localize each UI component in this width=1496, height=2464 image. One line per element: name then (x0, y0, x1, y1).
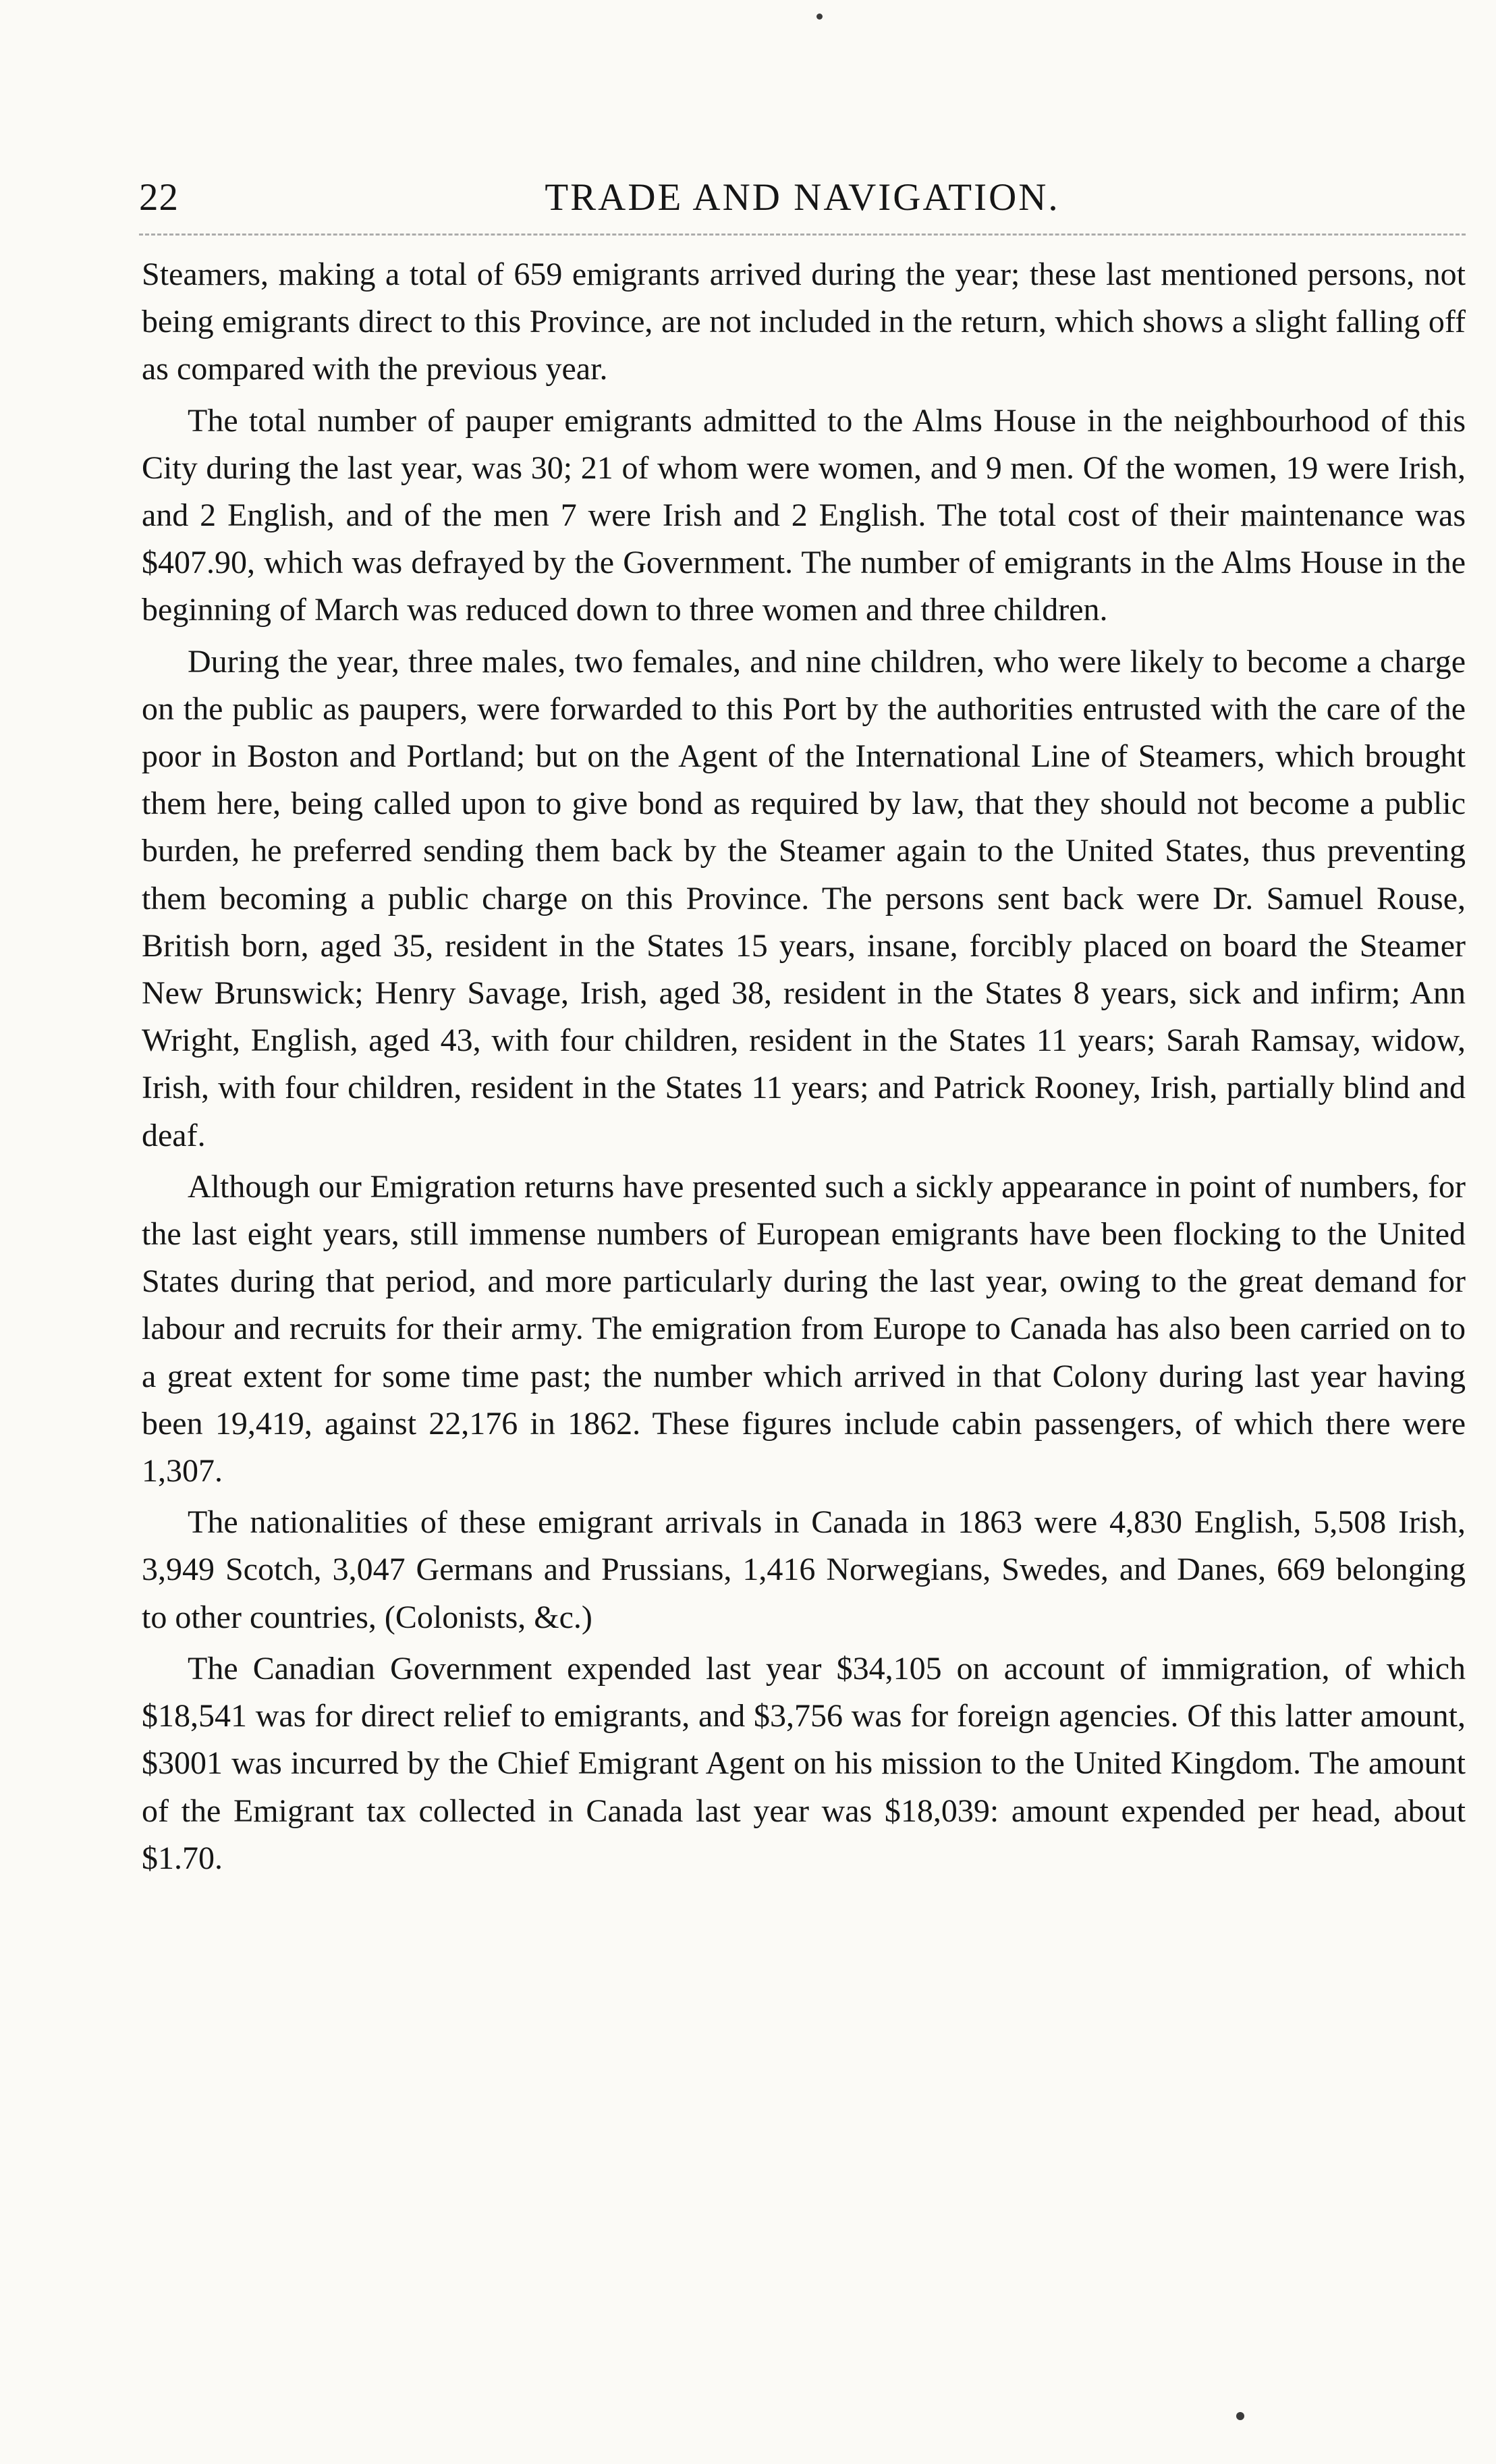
paragraph: During the year, three males, two females, and nine children, who were likely to become a charge on the public as paupers, were forwarded to this Port by the authorities entrusted with the care of the poor in Boston and Portland; but on the Agent of the International Line of Steamers, which brought them here, being called upon to give bond as required by law, that they should not become a public burden, he preferred sending them back by the Steamer again to the United States, thus preventing them becoming a public charge on this Province. The persons sent back were Dr. Samuel Rouse, British born, aged 35, resident in the States 15 years, insane, forcibly placed on board the Steamer New Brunswick; Henry Savage, Irish, aged 38, resident in the States 8 years, sick and infirm; Ann Wright, English, aged 43, with four children, resident in the States 11 years; Sarah Ramsay, widow, Irish, with four children, resident in the States 11 years; and Patrick Rooney, Irish, partially blind and deaf. (142, 643, 1466, 1153)
header-rule (139, 234, 1466, 236)
paragraph: The Canadian Government expended last year $34,105 on account of immigration, of which $18,541 was for direct relief to emigrants, and $3,756 was for foreign agencies. Of this latter amount, $3001 was incurred by the Chief Emigrant Agent on his mission to the United Kingdom. The amount of the Emigrant tax collected in Canada last year was $18,039: amount expended per head, about $1.70. (142, 1650, 1466, 1876)
page-header (139, 167, 1466, 228)
paragraph: The total number of pauper emigrants admitted to the Alms House in the neighbourhood of this City during the last year, was 30; 21 of whom were women, and 9 men. Of the women, 19 were Irish, and 2 English, and of the men 7 were Irish and 2 English. The total cost of their maintenance was $407.90, which was defrayed by the Government. The number of emigrants in the Alms House in the beginning of March was reduced down to three women and three children. (142, 402, 1466, 628)
body-text (142, 251, 1466, 1886)
print-speck (816, 13, 823, 20)
page-number: 22 (139, 176, 179, 219)
paragraph: The nationalities of these emigrant arrivals in Canada in 1863 were 4,830 English, 5,508 Irish, 3,949 Scotch, 3,047 Germans and Prussians, 1,416 Norwegians, Swedes, and Danes, 669 belonging to other countries, (Colonists, &c.) (142, 1504, 1466, 1635)
paragraph: Although our Emigration returns have presented such a sickly appearance in point of numbers, for the last eight years, still immense numbers of European emigrants have been flocking to the United States during that period, and more particularly during the last year, owing to the great demand for labour and recruits for their army. The emigration from Europe to Canada has also been carried on to a great extent for some time past; the number which arrived in that Colony during last year having been 19,419, against 22,176 in 1862. These figures include cabin passengers, of which there were 1,307. (142, 1168, 1466, 1489)
running-title: TRADE AND NAVIGATION. (545, 176, 1060, 219)
print-speck (1236, 2412, 1244, 2420)
paragraph: Steamers, making a total of 659 emigrants arrived during the year; these last mentioned persons, not being emigrants direct to this Province, are not included in the return, which shows a slight falling off as compared with the previous year. (142, 256, 1466, 387)
